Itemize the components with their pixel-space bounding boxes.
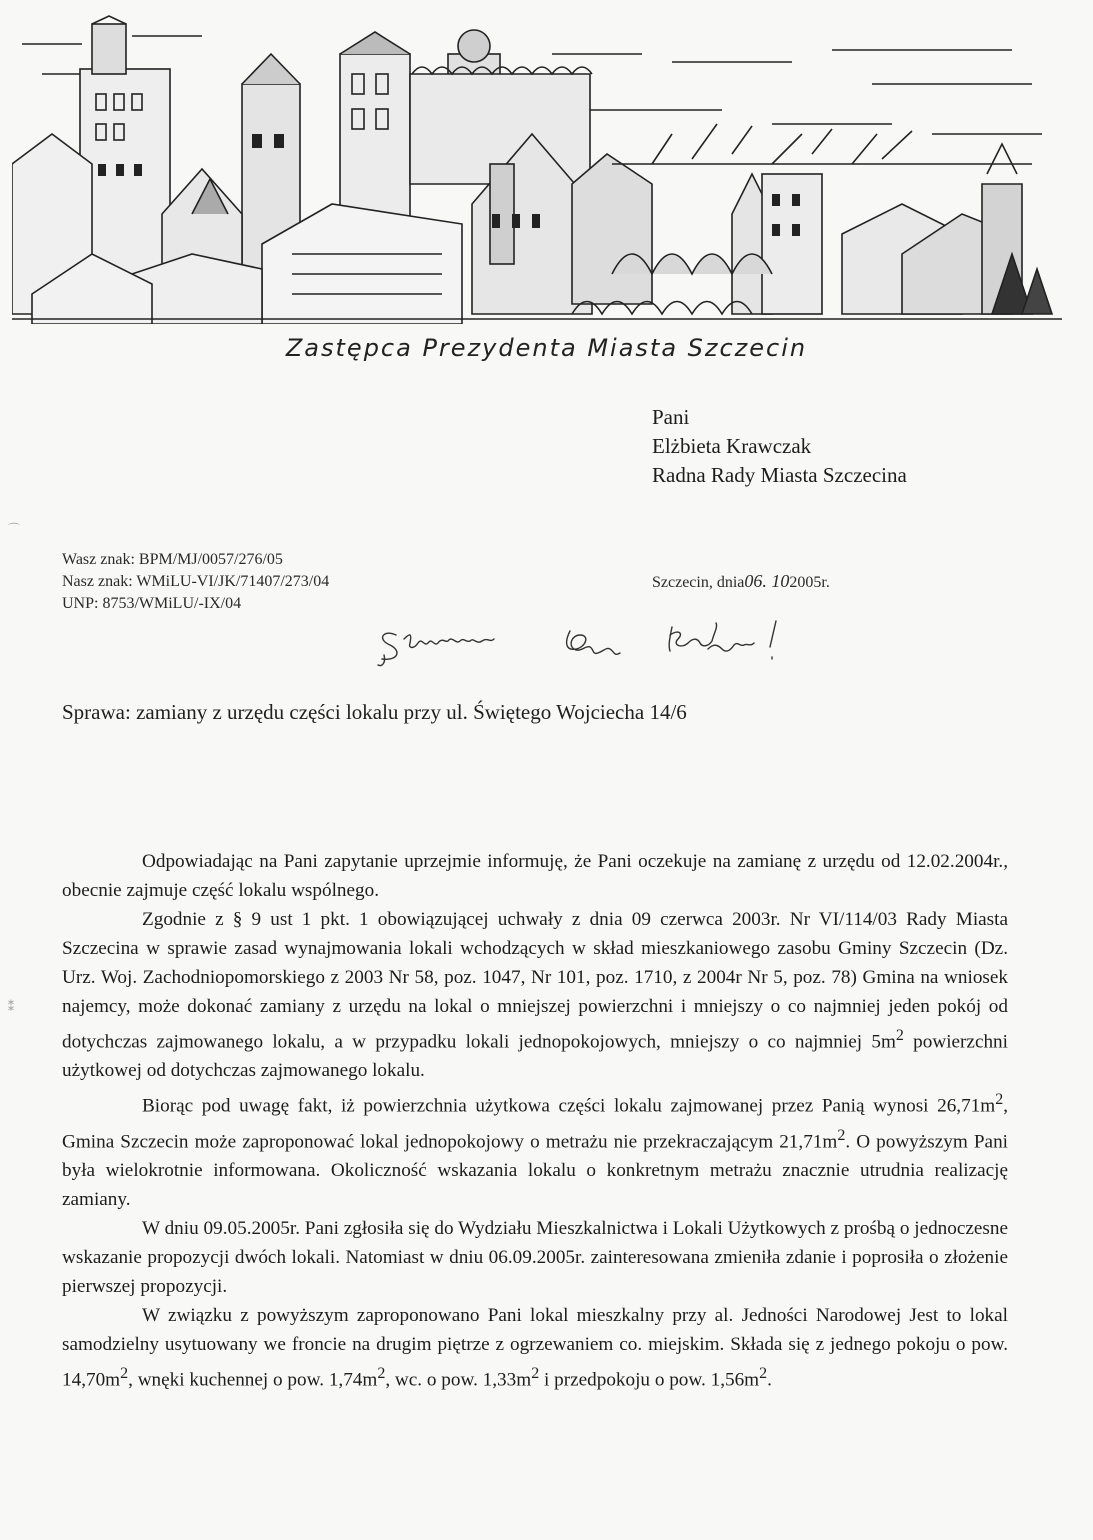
- superscript: 2: [995, 1091, 1004, 1109]
- subject-line: Sprawa: zamiany z urzędu części lokalu przy ul. Świętego Wojciecha 14/6: [62, 700, 687, 724]
- superscript: 2: [120, 1365, 129, 1383]
- superscript: 2: [377, 1365, 386, 1383]
- recipient-salutation: Pani: [652, 405, 690, 429]
- reference-numbers: [62, 549, 329, 615]
- superscript: 2: [837, 1126, 846, 1144]
- superscript: 2: [759, 1365, 768, 1383]
- paragraph-5-text-a: W związku z powyższym zaproponowano Pani lokal mieszkalny przy al. Jedności Narodowej Jest to lokal samodzielny usytuowany we froncie na drugim piętrze z ogrzewaniem co. miejskim. Składa się z jednego pokoju o pow. 14,70m: [62, 1305, 1008, 1391]
- paragraph-5: [62, 1301, 1008, 1394]
- handwritten-salutation-signature: [374, 615, 814, 671]
- paragraph-2-text-a: Zgodnie z § 9 ust 1 pkt. 1 obowiązującej uchwały z dnia 09 czerwca 2003r. Nr VI/114/03 Rady Miasta Szczecina w sprawie zasad wynajmowania lokali wchodzących w skład mieszkaniowego zasobu Gminy Szczecin (Dz. Urz. Woj. Zachodniopomorskiego z 2003 Nr 58, poz. 1047, Nr 101, poz. 1710, z 2004r Nr 5, poz. 78) Gmina na wniosek najemcy, może dokonać zamiany z urzędu na lokal o mniejszej powierzchni i mniejszy o co najmniej jeden pokój od dotychczas zajmowanego lokalu, a w przypadku lokali jednopokojowych, mniejszy o co najmniej 5m: [62, 909, 1008, 1053]
- date-prefix: Szczecin, dnia: [652, 574, 745, 591]
- superscript: 2: [895, 1027, 904, 1044]
- szczecin-skyline-illustration: [12, 14, 1062, 324]
- paragraph-3-text-c: . O powyższym Pani była wielokrotnie informowana. Okoliczność wskazania lokalu o konkretnym metrażu znacznie utrudnia realizację zamiany.: [62, 1131, 1008, 1211]
- recipient-name: Elżbieta Krawczak: [652, 434, 812, 458]
- unp-reference: UNP: 8753/WMiLU/-IX/04: [62, 595, 242, 612]
- your-reference: Wasz znak: BPM/MJ/0057/276/05: [62, 551, 283, 568]
- paragraph-3-text-b: , Gmina Szczecin może zaproponować lokal jednopokojowy o metrażu nie przekraczającym 21,71m: [62, 1095, 1008, 1153]
- scan-artifact: ⌒: [8, 522, 21, 536]
- paragraph-3: [62, 1085, 1008, 1214]
- office-title: Zastępca Prezydenta Miasta Szczecin: [285, 334, 808, 362]
- date-line: [652, 571, 830, 592]
- paragraph-1: Odpowiadając na Pani zapytanie uprzejmie informuję, że Pani oczekuje na zamianę z urzędu od 12.02.2004r., obecnie zajmuje część lokalu wspólnego.: [62, 851, 1008, 901]
- paragraph-5-text-c: , wc. o pow. 1,33m: [385, 1369, 532, 1391]
- date-suffix: 2005r.: [789, 574, 830, 591]
- paragraph-2: [62, 905, 1008, 1085]
- superscript: 2: [531, 1365, 540, 1383]
- paragraph-5-text-b: , wnęki kuchennej o pow. 1,74m: [128, 1369, 378, 1391]
- scan-artifact-2: ⁑: [8, 1000, 14, 1014]
- paragraph-5-text-d: i przedpokoju o pow. 1,56m: [539, 1369, 760, 1391]
- letter-body: [62, 847, 1008, 1395]
- recipient-title: Radna Rady Miasta Szczecina: [652, 463, 907, 487]
- paragraph-2-text-b: powierzchni użytkowej od dotychczas zajmowanego lokalu.: [62, 1031, 1008, 1082]
- date-handwritten: 06. 10: [744, 571, 790, 591]
- recipient-block: [652, 403, 907, 490]
- our-reference: Nasz znak: WMiLU-VI/JK/71407/273/04: [62, 573, 330, 590]
- paragraph-4: W dniu 09.05.2005r. Pani zgłosiła się do Wydziału Mieszkalnictwa i Lokali Użytkowych z prośbą o jednoczesne wskazanie propozycji dwóch lokali. Natomiast w dniu 06.09.2005r. zainteresowana zmieniła zdanie i poprosiła o złożenie pierwszej propozycji.: [62, 1218, 1008, 1298]
- paragraph-5-text-e: .: [767, 1369, 772, 1391]
- paragraph-3-text-a: Biorąc pod uwagę fakt, iż powierzchnia użytkowa części lokalu zajmowanej przez Panią wynosi 26,71m: [142, 1095, 996, 1117]
